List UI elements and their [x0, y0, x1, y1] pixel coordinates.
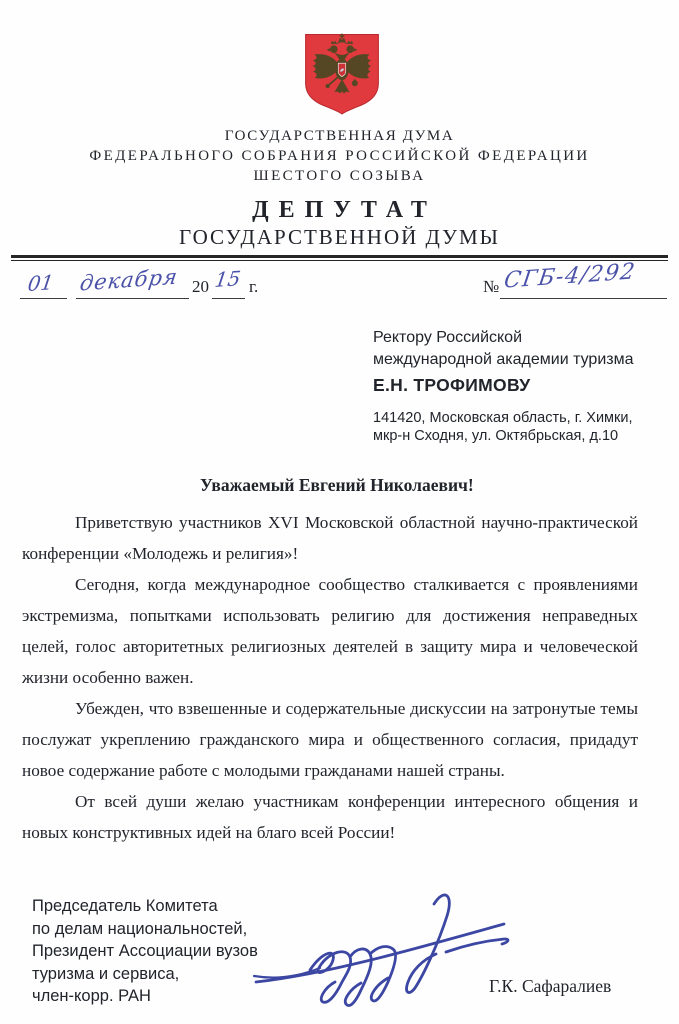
- signer-title-block: [32, 895, 258, 1008]
- header-divider: [11, 255, 668, 261]
- date-month-blank: [76, 264, 189, 299]
- body-paragraph: От всей души желаю участникам конференции интересного общения и новых конструктивных идей на благо всей России!: [22, 792, 638, 842]
- salutation: Уважаемый Евгений Николаевич!: [200, 475, 474, 495]
- date-day-blank: [20, 269, 67, 299]
- signer-title-line: Председатель Комитета: [32, 897, 218, 915]
- body-paragraph: Приветствую участников XVI Московской областной научно-практической конференции «Молодежь и религия»!: [22, 513, 638, 563]
- handwritten-signature: [248, 890, 510, 1018]
- signer-title-line: Президент Ассоциации вузов: [32, 942, 258, 960]
- number-label: №: [483, 277, 500, 296]
- org-name-line3: ШЕСТОГО СОЗЫВА: [253, 168, 426, 184]
- handwritten-year: 15: [213, 265, 243, 293]
- date-year-prefix: 20: [192, 277, 209, 296]
- russia-coat-of-arms-icon: [303, 33, 381, 115]
- handwritten-number: СГБ-4/292: [502, 259, 638, 294]
- letterhead: [0, 126, 679, 250]
- signer-title-line: по делам национальностей,: [32, 919, 248, 938]
- signer-title-line: туризма и сервиса,: [32, 964, 180, 983]
- post-subtitle: ГОСУДАРСТВЕННОЙ ДУМЫ: [179, 225, 500, 249]
- post-title: ДЕПУТАТ: [252, 197, 437, 223]
- body-paragraph: Убежден, что взвешенные и содержательные дискуссии на затронутые темы послужат укреплению гражданского мира и общественного согласия, придадут новое содержание работе с молодыми гражданами нашей страны.: [22, 699, 638, 780]
- date-year-suffix: г.: [249, 277, 259, 296]
- date-number-line: [0, 259, 679, 308]
- number-blank: [500, 259, 667, 299]
- addressee-line2: международной академии туризма: [373, 351, 634, 368]
- addressee-line1: Ректору Российской: [373, 329, 523, 346]
- org-name-line1: ГОСУДАРСТВЕННАЯ ДУМА: [224, 128, 455, 144]
- signer-name: Г.К. Сафаралиев: [489, 976, 612, 996]
- body-paragraph: Сегодня, когда международное сообщество сталкивается с проявлениями экстремизма, попытками использовать религию для достижения неправедных целей, голос авторитетных религиозных деятелей в защиту мира и человеческой жизни особенно важен.: [22, 575, 638, 687]
- addressee-block: [373, 327, 634, 445]
- addressee-address2: мкр-н Сходня, ул. Октябрьская, д.10: [373, 428, 619, 444]
- letter-body: [22, 507, 638, 848]
- addressee-name: Е.Н. ТРОФИМОВУ: [373, 375, 531, 395]
- handwritten-month: декабря: [78, 264, 180, 296]
- handwritten-day: 01: [26, 269, 56, 297]
- addressee-address1: 141420, Московская область, г. Химки,: [373, 410, 633, 426]
- org-name-line2: ФЕДЕРАЛЬНОГО СОБРАНИЯ РОССИЙСКОЙ ФЕДЕРАЦИИ: [89, 148, 590, 164]
- date-year-blank: [212, 265, 245, 299]
- signer-title-line: член-корр. РАН: [32, 987, 151, 1005]
